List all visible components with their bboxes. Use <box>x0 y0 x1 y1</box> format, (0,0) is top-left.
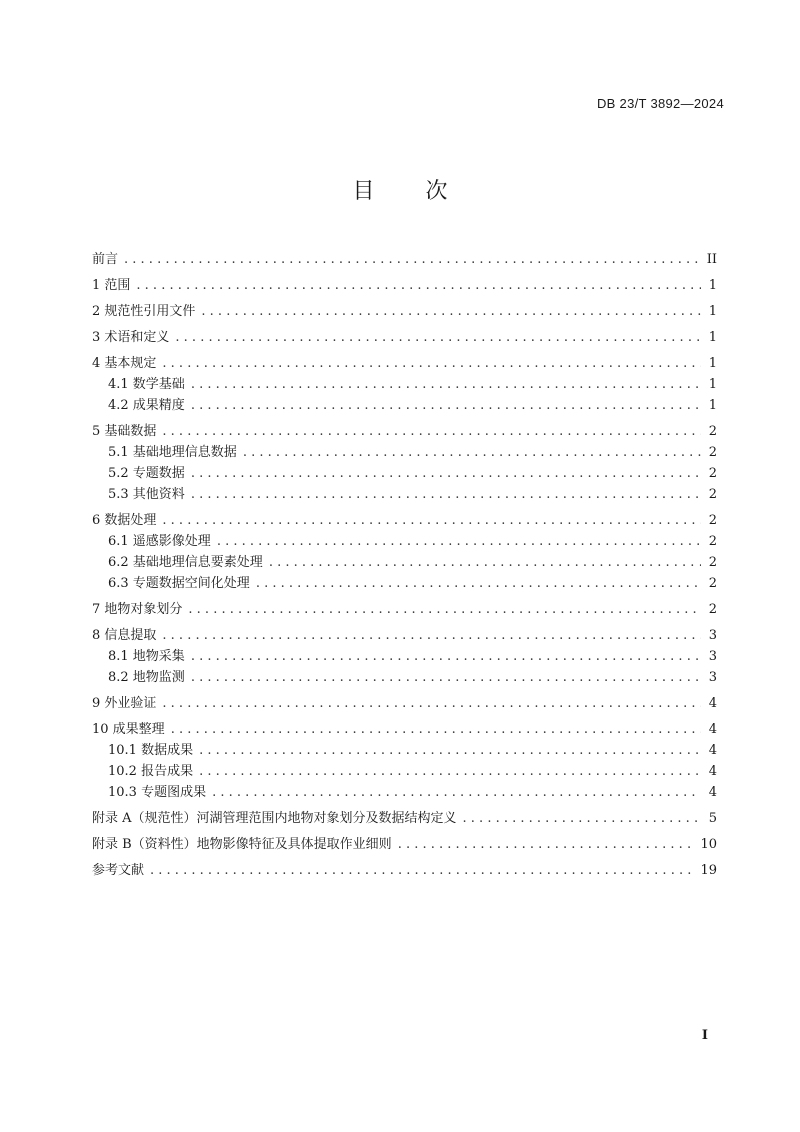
toc-leader-dots <box>162 421 701 442</box>
toc-leader-dots <box>191 463 701 484</box>
toc-entry[interactable] <box>92 484 717 505</box>
toc-entry[interactable] <box>92 761 717 782</box>
toc-entry[interactable] <box>92 531 717 552</box>
toc-entry[interactable] <box>92 353 717 374</box>
toc-entry-page: 5 <box>708 811 717 826</box>
toc-entry[interactable] <box>92 552 717 573</box>
toc-entry-page: 2 <box>708 445 717 460</box>
toc-entry-label: 附录 A（规范性）河湖管理范围内地物对象划分及数据结构定义 <box>92 811 457 826</box>
toc-entry-label: 4.2 成果精度 <box>108 398 185 413</box>
document-code: DB 23/T 3892—2024 <box>596 96 724 111</box>
toc-entry-label: 10 成果整理 <box>92 722 165 737</box>
toc-entry-page: 2 <box>708 576 717 591</box>
toc-entry-label: 6.2 基础地理信息要素处理 <box>108 555 263 570</box>
toc-entry-page: 10 <box>700 837 717 852</box>
toc-entry-label: 10.1 数据成果 <box>108 743 194 758</box>
toc-leader-dots <box>243 442 701 463</box>
toc-entry-label: 8.2 地物监测 <box>108 670 185 685</box>
toc-entry-page: 2 <box>708 534 717 549</box>
toc-entry[interactable] <box>92 646 717 667</box>
toc-leader-dots <box>191 395 701 416</box>
toc-leader-dots <box>269 552 701 573</box>
toc-leader-dots <box>162 510 701 531</box>
toc-entry-label: 4 基本规定 <box>92 356 157 371</box>
toc-leader-dots <box>124 249 701 270</box>
toc-leader-dots <box>162 353 701 374</box>
toc-leader-dots <box>398 834 695 855</box>
toc-entry-label: 6.1 遥感影像处理 <box>108 534 211 549</box>
toc-entry[interactable] <box>92 573 717 594</box>
toc-entry-page: 2 <box>708 487 717 502</box>
toc-entry-page: 3 <box>708 628 717 643</box>
toc-entry-label: 5.1 基础地理信息数据 <box>108 445 237 460</box>
toc-entry-label: 前言 <box>92 252 119 267</box>
toc-entry[interactable] <box>92 860 717 881</box>
toc-entry-page: 1 <box>708 278 717 293</box>
toc-entry-page: 3 <box>708 670 717 685</box>
toc-leader-dots <box>217 531 701 552</box>
toc-entry[interactable] <box>92 301 717 322</box>
toc-entry[interactable] <box>92 740 717 761</box>
toc-entry[interactable] <box>92 808 717 829</box>
toc-entry-label: 10.3 专题图成果 <box>108 785 207 800</box>
toc-entry[interactable] <box>92 667 717 688</box>
toc-leader-dots <box>256 573 701 594</box>
toc-entry-page: II <box>706 252 717 267</box>
toc-entry-label: 5.2 专题数据 <box>108 466 185 481</box>
toc-entry-label: 2 规范性引用文件 <box>92 304 196 319</box>
toc-leader-dots <box>191 374 701 395</box>
toc-entry-page: 2 <box>708 513 717 528</box>
toc-entry-label: 6 数据处理 <box>92 513 157 528</box>
toc-entry-page: 4 <box>708 743 717 758</box>
toc-entry-label: 8.1 地物采集 <box>108 649 185 664</box>
toc-entry[interactable] <box>92 693 717 714</box>
toc-leader-dots <box>162 625 701 646</box>
toc-entry-label: 1 范围 <box>92 278 131 293</box>
toc-entry[interactable] <box>92 395 717 416</box>
toc-leader-dots <box>191 646 701 667</box>
page-title-text: 目 次 <box>352 179 470 204</box>
toc-entry[interactable] <box>92 510 717 531</box>
toc-entry-page: 3 <box>708 649 717 664</box>
toc-entry-label: 3 术语和定义 <box>92 330 170 345</box>
toc-entry-label: 9 外业验证 <box>92 696 157 711</box>
toc-entry-page: 2 <box>708 466 717 481</box>
toc-entry-page: 4 <box>708 722 717 737</box>
toc-leader-dots <box>162 693 701 714</box>
toc-entry-label: 6.3 专题数据空间化处理 <box>108 576 250 591</box>
toc-leader-dots <box>175 327 701 348</box>
toc-leader-dots <box>188 599 701 620</box>
toc-entry[interactable] <box>92 599 717 620</box>
toc-entry[interactable] <box>92 463 717 484</box>
toc-entry[interactable] <box>92 719 717 740</box>
toc-entry[interactable] <box>92 421 717 442</box>
toc-entry[interactable] <box>92 374 717 395</box>
toc-entry[interactable] <box>92 625 717 646</box>
footer-page-number: I <box>701 1028 708 1043</box>
toc-entry-page: 1 <box>708 330 717 345</box>
toc-leader-dots <box>191 667 701 688</box>
toc-entry-page: 19 <box>700 863 717 878</box>
toc-entry-page: 1 <box>708 377 717 392</box>
toc-leader-dots <box>463 808 701 829</box>
toc-leader-dots <box>171 719 701 740</box>
toc-entry-page: 2 <box>708 602 717 617</box>
table-of-contents <box>92 244 717 881</box>
toc-entry-label: 10.2 报告成果 <box>108 764 194 779</box>
toc-entry-label: 5 基础数据 <box>92 424 157 439</box>
toc-entry-label: 8 信息提取 <box>92 628 157 643</box>
toc-entry-page: 1 <box>708 356 717 371</box>
toc-entry-page: 1 <box>708 398 717 413</box>
toc-entry[interactable] <box>92 249 717 270</box>
toc-entry-page: 2 <box>708 555 717 570</box>
page-title <box>0 174 800 205</box>
toc-entry-label: 参考文献 <box>92 863 145 878</box>
toc-entry-label: 4.1 数学基础 <box>108 377 185 392</box>
toc-leader-dots <box>136 275 701 296</box>
toc-entry[interactable] <box>92 834 717 855</box>
toc-entry[interactable] <box>92 782 717 803</box>
toc-leader-dots <box>191 484 701 505</box>
toc-entry-label: 5.3 其他资料 <box>108 487 185 502</box>
toc-entry-label: 附录 B（资料性）地物影像特征及具体提取作业细则 <box>92 837 392 852</box>
toc-entry-page: 2 <box>708 424 717 439</box>
toc-entry-page: 4 <box>708 764 717 779</box>
toc-entry[interactable] <box>92 275 717 296</box>
toc-leader-dots <box>199 740 701 761</box>
toc-leader-dots <box>150 860 694 881</box>
toc-entry-page: 1 <box>708 304 717 319</box>
toc-leader-dots <box>201 301 701 322</box>
toc-entry-page: 4 <box>708 696 717 711</box>
toc-entry-label: 7 地物对象划分 <box>92 602 183 617</box>
toc-entry[interactable] <box>92 327 717 348</box>
toc-leader-dots <box>212 782 701 803</box>
toc-leader-dots <box>199 761 701 782</box>
toc-entry-page: 4 <box>708 785 717 800</box>
toc-entry[interactable] <box>92 442 717 463</box>
